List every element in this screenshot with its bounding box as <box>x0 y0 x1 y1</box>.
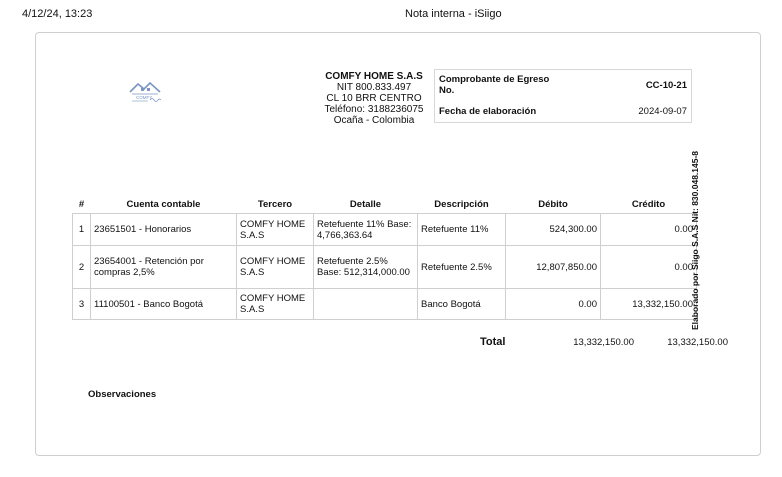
description-cell: Retefuente 2.5% <box>418 246 506 289</box>
column-header: Tercero <box>257 198 293 210</box>
voucher-number: CC-10-21 <box>645 80 687 91</box>
side-footer-note: Elaborado por Siigo S.A.S Nit: 830.048.145-8 <box>690 150 700 330</box>
description-cell: Retefuente 11% <box>418 214 506 246</box>
column-header: Cuenta contable <box>126 198 201 210</box>
column-header: Descripción <box>434 198 489 210</box>
table-row <box>73 289 697 320</box>
company-info <box>316 71 432 126</box>
voucher-document <box>35 32 761 456</box>
print-datetime: 4/12/24, 13:23 <box>22 8 93 20</box>
debit-cell: 12,807,850.00 <box>506 246 601 289</box>
company-address: CL 10 BRR CENTRO <box>326 93 422 104</box>
detail-cell <box>314 289 418 320</box>
column-header: # <box>78 198 85 210</box>
voucher-info-box <box>434 69 692 123</box>
third-party-cell: COMFY HOME S.A.S <box>237 246 314 289</box>
column-header: Crédito <box>631 198 666 210</box>
voucher-type-label: Comprobante de Egreso No. <box>439 74 550 96</box>
company-logo <box>128 79 164 109</box>
observations-label: Observaciones <box>88 389 157 400</box>
account-cell: 23654001 - Retención por compras 2,5% <box>91 246 237 289</box>
logo-text: COMFY <box>136 95 153 100</box>
total-label: Total <box>480 336 506 348</box>
company-city: Ocaña - Colombia <box>333 115 415 126</box>
total-debit: 13,332,150.00 <box>573 337 634 348</box>
company-phone: Teléfono: 3188236075 <box>324 104 424 115</box>
page-title: Nota interna - iSiigo <box>405 8 502 20</box>
account-cell: 23651501 - Honorarios <box>91 214 237 246</box>
row-number: 3 <box>73 289 91 320</box>
debit-cell: 0.00 <box>506 289 601 320</box>
company-nit: NIT 800.833.497 <box>336 82 412 93</box>
description-cell: Banco Bogotá <box>418 289 506 320</box>
total-credit: 13,332,150.00 <box>667 337 728 348</box>
voucher-date-label: Fecha de elaboración <box>439 106 537 117</box>
column-header: Detalle <box>349 198 382 210</box>
table-row <box>73 214 697 246</box>
account-cell: 11100501 - Banco Bogotá <box>91 289 237 320</box>
credit-cell: 13,332,150.00 <box>601 289 697 320</box>
detail-cell: Retefuente 2.5% Base: 512,314,000.00 <box>314 246 418 289</box>
row-number: 1 <box>73 214 91 246</box>
credit-cell: 0.00 <box>601 214 697 246</box>
table-header-row <box>73 195 697 214</box>
row-number: 2 <box>73 246 91 289</box>
detail-cell: Retefuente 11% Base: 4,766,363.64 <box>314 214 418 246</box>
accounting-entries-table <box>72 195 697 320</box>
voucher-date: 2024-09-07 <box>638 106 687 117</box>
third-party-cell: COMFY HOME S.A.S <box>237 289 314 320</box>
column-header: Débito <box>538 198 568 210</box>
table-row <box>73 246 697 289</box>
debit-cell: 524,300.00 <box>506 214 601 246</box>
divider <box>563 122 691 123</box>
third-party-cell: COMFY HOME S.A.S <box>237 214 314 246</box>
company-name: COMFY HOME S.A.S <box>325 71 423 82</box>
credit-cell: 0.00 <box>601 246 697 289</box>
